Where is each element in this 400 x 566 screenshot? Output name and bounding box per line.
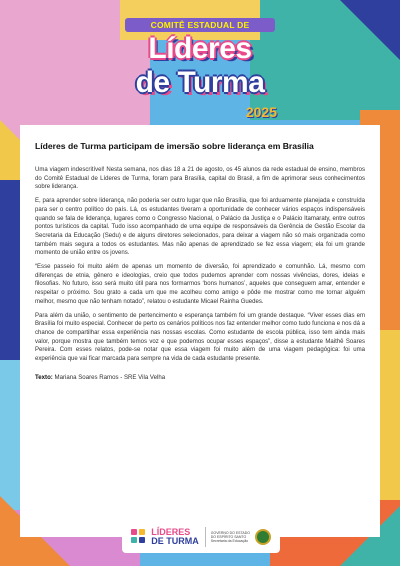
article-headline: Líderes de Turma participam de imersão sobre liderança em Brasília <box>35 141 314 151</box>
footer-brand <box>151 528 199 546</box>
article-content <box>35 141 365 381</box>
article-credit <box>35 374 365 381</box>
state-seal-icon <box>255 529 271 545</box>
article-paragraph: “Esse passeio foi muito além de apenas um momento de diversão, foi aprendizado e comunhão. Lá, mesmo com diferenças de etnia, gênero e ideologias, creio que todos pudemos aprender com nossas vivências, dores, ideias e filosofias. No futuro, isso será muito útil para nos formarmos ‘bons humanos’, aqueles que conseguem amar, entender e respeitar o próximo. Sou grato a cada um que me acolheu como amigo e pôde me mostrar como me tornar alguém melhor, mesmo que não tenham notado”, relatou o estudante Micael Rainha Guedes. <box>35 264 365 305</box>
footer-logos <box>122 521 280 553</box>
article-paragraph: Uma viagem indescritível! Nesta semana, nos dias 18 a 21 de agosto, os 45 alunos da rede estadual de ensino, membros do Comitê Estadual de Líderes de Turma, foram para Brasília, capital do Brasil, a fim de aprimorar seus conhecimentos sobre liderança. <box>35 167 365 191</box>
lideres-logo-mark-icon <box>131 529 147 545</box>
footer-divider <box>205 527 206 547</box>
footer-brand-line1: LÍDERES <box>151 527 191 537</box>
logo-line2: de Turma <box>135 66 265 99</box>
credit-text: Mariana Soares Ramos - SRE Vila Velha <box>52 373 166 381</box>
logo-band: COMITÊ ESTADUAL DE <box>125 18 275 32</box>
article-card <box>20 125 380 537</box>
logo-line1: Líderes <box>148 32 252 65</box>
footer-brand-line2: DE TURMA <box>151 536 199 546</box>
logo-year: 2025 <box>245 104 277 120</box>
article-paragraph: E, para aprender sobre liderança, não poderia ser outro lugar que não Brasília, que foi arduamente planejada e construída para ser o centro político do país. Lá, os estudantes tiveram a oportunidade de conhecer vários espaços indispensáveis quando se fala de liderança, lugares como o Congresso Nacional, o Palácio da Justiça e o Palácio Itamaraty, entre outros pontos turísticos da capital. Tudo isso acompanhado de uma equipe de responsáveis da Gerência de Gestão Escolar da Secretaria da Educação (Sedu) e de alguns diretores selecionados, para deixar a viagem não só mais organizada como também mais segura a todos os estudantes. Mas não apenas de aprendizado se fez essa viagem; ela foi um grande momento de união entre os jovens. <box>35 198 365 257</box>
credit-label: Texto: <box>35 373 53 381</box>
footer-gov-text: GOVERNO DO ESTADO DO ESPÍRITO SANTO Secretaria da Educação <box>210 531 250 543</box>
article-paragraph: Para além da união, o sentimento de pertencimento e esperança também foi um grande destaque. “Viver esses dias em Brasília foi muito especial. Conhecer de perto os cenários políticos nos faz entender melhor como tudo funciona e nos dá a chance de compartilhar essa experiência nas nossas escolas. Como estudante de escola pública, isso tem ainda mais valor, porque mostra que também temos voz e que podemos ocupar esses espaços”, disse a estudante Maithê Soares Pereira. Com esses relatos, pode-se notar que essa viagem foi muito além de uma viagem pedagógica: foi uma experiência que vai ficar marcada para sempre na vida de cada estudante presente. <box>35 312 365 363</box>
comite-lideres-logo <box>113 14 287 126</box>
